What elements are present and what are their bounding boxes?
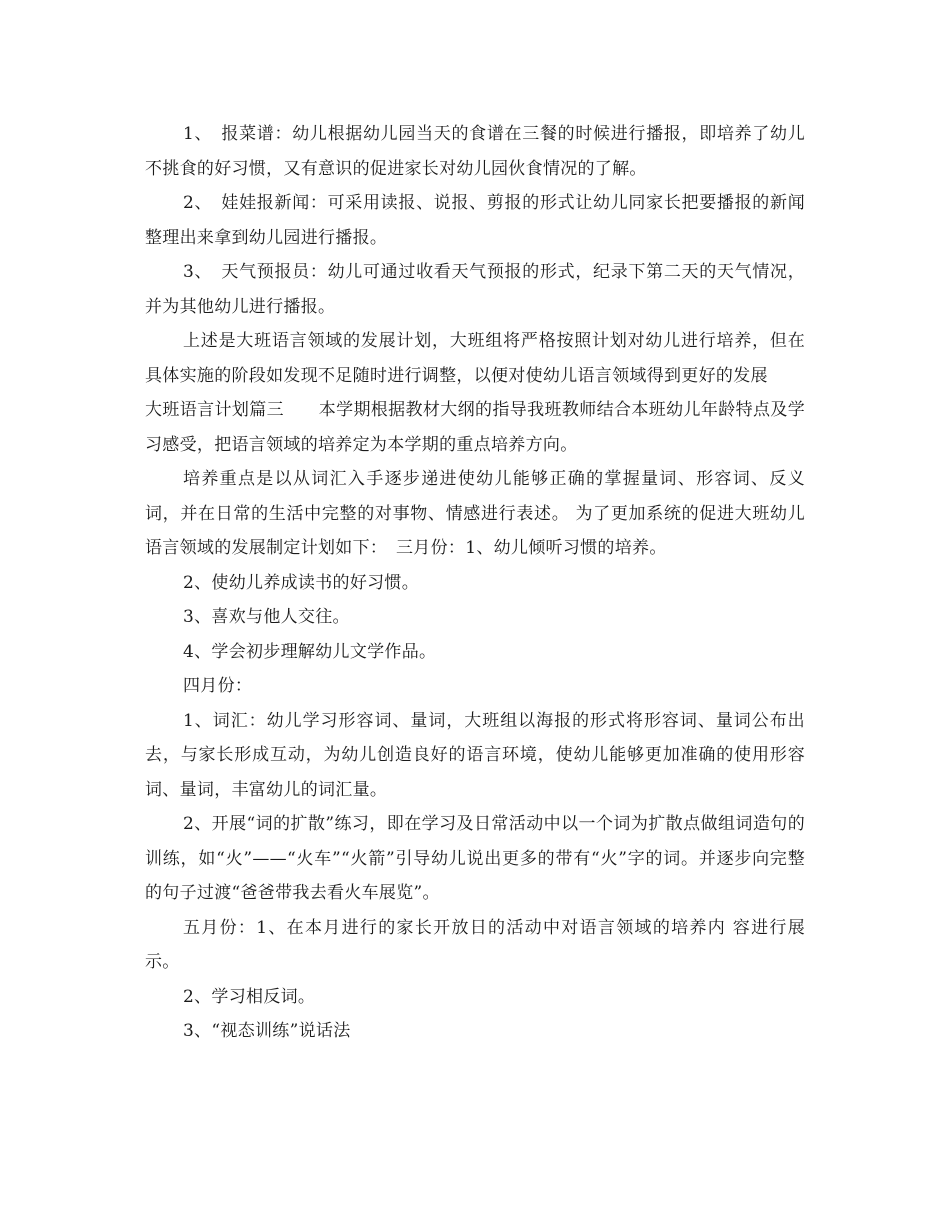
paragraph-weather-report: 3、 天气预报员：幼儿可通过收看天气预报的形式，纪录下第二天的天气情况，并为其他幼儿进行播报。 (145, 262, 805, 317)
paragraph-menu-report: 1、 报菜谱：幼儿根据幼儿园当天的食谱在三餐的时候进行播报，即培养了幼儿不挑食的好习惯，又有意识的促进家长对幼儿园伙食情况的了解。 (145, 124, 805, 179)
document-body (145, 117, 805, 1049)
paragraph-summary: 上述是大班语言领域的发展计划，大班组将严格按照计划对幼儿进行培养，但在具体实施的阶段如发现不足随时进行调整，以便对使幼儿语言领域得到更好的发展 (145, 331, 805, 386)
paragraph-may-open-day: 五月份：1、在本月进行的家长开放日的活动中对语言领域的培养内 容进行展示。 (145, 917, 805, 972)
paragraph-vocabulary: 1、词汇：幼儿学习形容词、量词，大班组以海报的形式将形容词、量词公布出去，与家长形成互动，为幼儿创造良好的语言环境，使幼儿能够更加准确的使用形容词、量词，丰富幼儿的词汇量。 (145, 710, 805, 800)
paragraph-training-focus: 培养重点是以从词汇入手逐步递进使幼儿能够正确的掌握量词、形容词、反义词，并在日常的生活中完整的对事物、情感进行表述。 为了更加系统的促进大班幼儿语言领域的发展制定计划如下： 三月份：1、幼儿倾听习惯的培养。 (145, 469, 805, 558)
paragraph-word-expansion: 2、开展“词的扩散”练习，即在学习及日常活动中以一个词为扩散点做组词造句的训练，如“火”——“火车”“火箭”引导幼儿说出更多的带有“火”字的词。并逐步向完整的句子过渡“爸爸带我去看火车展览”。 (145, 814, 805, 903)
paragraph-visual-training: 3、“视态训练”说话法 (183, 1021, 351, 1041)
paragraph-april-heading: 四月份： (183, 676, 253, 696)
paragraph-plan-three-intro: 大班语言计划篇三 本学期根据教材大纲的指导我班教师结合本班幼儿年龄特点及学习感受，把语言领域的培养定为本学期的重点培养方向。 (145, 400, 805, 455)
paragraph-reading-habit: 2、使幼儿养成读书的好习惯。 (183, 572, 420, 593)
paragraph-kid-news: 2、 娃娃报新闻：可采用读报、说报、剪报的形式让幼儿同家长把要播报的新闻整理出来拿到幼儿园进行播报。 (145, 193, 805, 248)
paragraph-antonyms: 2、学习相反词。 (183, 986, 316, 1007)
paragraph-social: 3、喜欢与他人交往。 (183, 607, 350, 627)
paragraph-literature: 4、学会初步理解幼儿文学作品。 (183, 641, 437, 662)
